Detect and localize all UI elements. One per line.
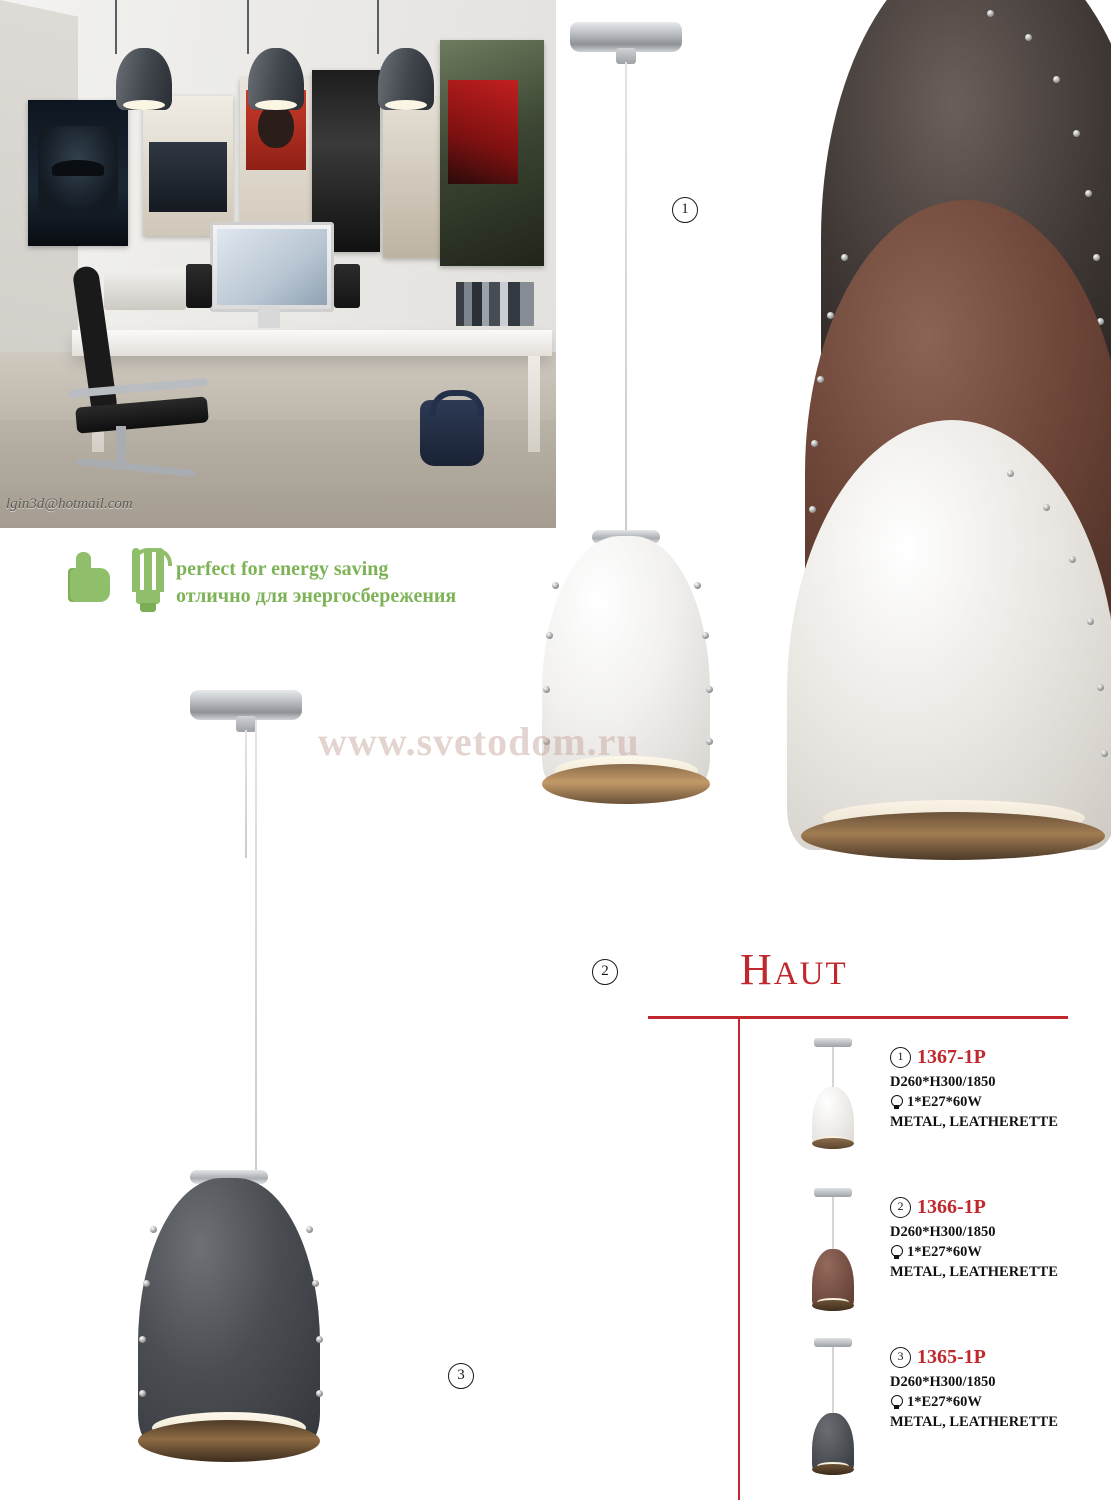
lamp2-canopy (190, 690, 302, 720)
poster-lock-stock (143, 96, 233, 236)
lamp1-suspension-wire (625, 62, 627, 532)
product-info-1 (890, 1046, 1070, 1132)
product-panel (648, 930, 1068, 1500)
thumbs-up-icon (70, 552, 122, 610)
energy-saving-note (70, 548, 490, 618)
product-index-2: 2 (890, 1197, 911, 1218)
product-spec-1 (890, 1072, 1070, 1132)
product-materials-3: METAL, LEATHERETTE (890, 1414, 1058, 1430)
callout-1: 1 (672, 196, 698, 223)
monitor (210, 222, 334, 312)
monitor-stand (258, 306, 280, 328)
product-lamp-spec-1: 1*E27*60W (907, 1094, 982, 1110)
product-info-3 (890, 1346, 1070, 1432)
product-dimensions-2: D260*H300/1850 (890, 1224, 996, 1240)
product-code-1: 1367-1P (917, 1046, 986, 1068)
product-thumb-3 (788, 1338, 878, 1480)
product-spec-2 (890, 1222, 1070, 1282)
product-code-row-3 (890, 1346, 1070, 1369)
product-item-3[interactable] (748, 1334, 1068, 1484)
product-index-1: 1 (890, 1047, 911, 1068)
product-spec-3 (890, 1372, 1070, 1432)
product-dimensions-1: D260*H300/1850 (890, 1074, 996, 1090)
product-dimensions-3: D260*H300/1850 (890, 1374, 996, 1390)
product-code-3: 1365-1P (917, 1346, 986, 1368)
site-watermark: www.svetodom.ru (318, 719, 640, 764)
poster-batman (28, 100, 128, 246)
product-index-3: 3 (890, 1347, 911, 1368)
bulb-icon (890, 1245, 903, 1260)
product-code-row-1 (890, 1046, 1070, 1069)
bulb-icon (890, 1395, 903, 1410)
product-thumb-1 (788, 1038, 878, 1180)
desk-leg-right (528, 356, 540, 452)
book-row (456, 282, 534, 326)
product-item-1[interactable] (748, 1034, 1068, 1184)
speaker-right (334, 264, 360, 308)
energy-saving-text (176, 556, 456, 610)
lamp1-rim (542, 764, 710, 804)
lamp2-suspension-wire (245, 730, 247, 858)
product-code-row-2 (890, 1196, 1070, 1219)
callout-2: 2 (592, 958, 618, 985)
product-code-2: 1366-1P (917, 1196, 986, 1218)
product-materials-2: METAL, LEATHERETTE (890, 1264, 1058, 1280)
collection-title-initial: H (740, 945, 774, 994)
product-item-2[interactable] (748, 1184, 1068, 1334)
panel-divider-horizontal (648, 1016, 1068, 1019)
bulb-icon (890, 1095, 903, 1110)
lamp3-suspension-wire (255, 720, 257, 1175)
collection-title (740, 944, 848, 995)
interior-photo (0, 0, 556, 528)
backpack (420, 400, 484, 466)
collection-title-rest: AUT (773, 956, 848, 992)
product-lamp-spec-3: 1*E27*60W (907, 1394, 982, 1410)
hero-white-rim (801, 812, 1105, 860)
product-materials-1: METAL, LEATHERETTE (890, 1114, 1058, 1130)
lamp3-rim (138, 1420, 320, 1462)
lamp3-shade (138, 1178, 320, 1446)
energy-text-ru: отлично для энергосбережения (176, 585, 457, 607)
callout-3: 3 (448, 1362, 474, 1389)
office-chair (58, 266, 228, 466)
product-lamp-spec-2: 1*E27*60W (907, 1244, 982, 1260)
product-info-2 (890, 1196, 1070, 1282)
cfl-bulb-icon (128, 548, 168, 612)
panel-divider-vertical (738, 1016, 740, 1500)
energy-text-en: perfect for energy saving (176, 558, 389, 580)
poster-unrated (440, 40, 544, 266)
lamp1-canopy (570, 22, 682, 52)
photo-credit: lgin3d@hotmail.com (6, 496, 133, 512)
product-thumb-2 (788, 1188, 878, 1330)
